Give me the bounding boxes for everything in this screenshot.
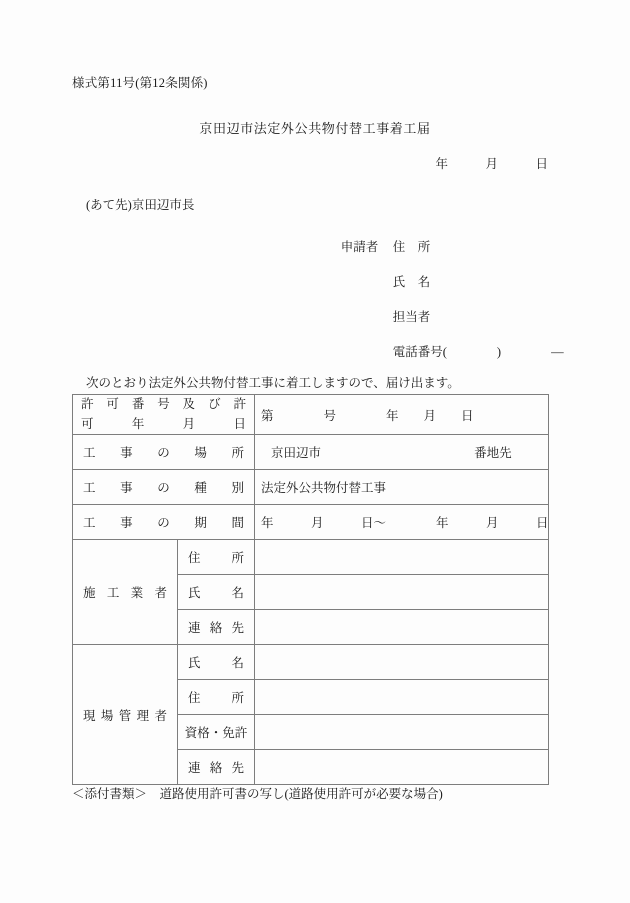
applicant-contact-person-label: 担当者 xyxy=(392,309,431,324)
cell-label-contractor xyxy=(73,540,178,645)
cell-value-work-type[interactable]: 法定外公共物付替工事 xyxy=(255,470,549,505)
applicant-block xyxy=(322,228,564,368)
cell-label-work-period xyxy=(73,505,255,540)
label-manager-name: 氏 名 xyxy=(188,656,245,670)
label-contractor-name: 氏 名 xyxy=(188,586,245,600)
label-contractor-address: 住 所 xyxy=(188,551,245,565)
form-number: 様式第11号(第12条関係) xyxy=(72,76,208,90)
table-row-work-location xyxy=(73,435,549,470)
table-row-permit-number xyxy=(73,395,549,435)
cell-value-contractor-contact[interactable] xyxy=(255,610,549,645)
cell-sublabel-contractor-name xyxy=(178,575,255,610)
label-manager-license: 資格・免許 xyxy=(184,726,248,740)
addressee: (あて先)京田辺市長 xyxy=(86,198,195,212)
cell-sublabel-manager-license xyxy=(178,715,255,750)
label-permit-number-line2: 可 年 月 日 xyxy=(81,416,247,431)
applicant-row-name xyxy=(322,263,564,298)
cell-sublabel-manager-contact xyxy=(178,750,255,785)
label-manager-address: 住 所 xyxy=(188,691,245,705)
cell-value-contractor-address[interactable] xyxy=(255,540,549,575)
main-form-table xyxy=(72,394,549,785)
cell-value-manager-license[interactable] xyxy=(255,715,549,750)
applicant-row-contact-person xyxy=(322,298,564,333)
table-row-manager-name xyxy=(73,645,549,680)
label-contractor: 施工業者 xyxy=(83,586,167,600)
document-date-line: 年 月 日 xyxy=(435,157,548,171)
applicant-name-label: 氏 名 xyxy=(392,274,431,289)
intro-text: 次のとおり法定外公共物付替工事に着工しますので、届け出ます。 xyxy=(86,376,460,390)
cell-value-manager-contact[interactable] xyxy=(255,750,549,785)
table-row-contractor-address xyxy=(73,540,549,575)
applicant-phone-label: 電話番号( ) ― xyxy=(392,344,564,359)
label-site-manager: 現場管理者 xyxy=(83,708,167,723)
cell-sublabel-manager-name xyxy=(178,645,255,680)
cell-value-work-location[interactable] xyxy=(255,435,549,470)
applicant-row-address xyxy=(322,228,564,263)
cell-sublabel-manager-address xyxy=(178,680,255,715)
table-row-work-period xyxy=(73,505,549,540)
table-row-work-type xyxy=(73,470,549,505)
value-work-location-city: 京田辺市 xyxy=(271,446,322,460)
cell-label-work-type xyxy=(73,470,255,505)
applicant-heading: 申請者 xyxy=(340,239,379,254)
cell-label-permit-number xyxy=(73,395,255,435)
label-work-location: 工事の場所 xyxy=(83,446,245,460)
cell-label-site-manager xyxy=(73,645,178,785)
cell-label-work-location xyxy=(73,435,255,470)
label-permit-number-line1: 許可番号及び許 xyxy=(81,397,247,412)
cell-value-manager-name[interactable] xyxy=(255,645,549,680)
document-title: 京田辺市法定外公共物付替工事着工届 xyxy=(199,121,431,136)
label-contractor-contact: 連絡先 xyxy=(188,621,245,635)
applicant-address-label: 住 所 xyxy=(392,239,431,254)
label-manager-contact: 連絡先 xyxy=(188,761,245,775)
cell-value-contractor-name[interactable] xyxy=(255,575,549,610)
cell-sublabel-contractor-contact xyxy=(178,610,255,645)
cell-value-permit-number[interactable]: 第 号 年 月 日 xyxy=(255,395,549,435)
attachment-note: ＜添付書類＞ 道路使用許可書の写し(道路使用許可が必要な場合) xyxy=(72,787,443,801)
cell-sublabel-contractor-address xyxy=(178,540,255,575)
value-work-location-suffix: 番地先 xyxy=(474,446,512,460)
applicant-row-phone xyxy=(322,333,564,368)
label-work-period: 工事の期間 xyxy=(83,516,245,530)
cell-value-work-period[interactable]: 年 月 日〜 年 月 日 xyxy=(255,505,549,540)
cell-value-manager-address[interactable] xyxy=(255,680,549,715)
label-work-type: 工事の種別 xyxy=(83,481,245,495)
